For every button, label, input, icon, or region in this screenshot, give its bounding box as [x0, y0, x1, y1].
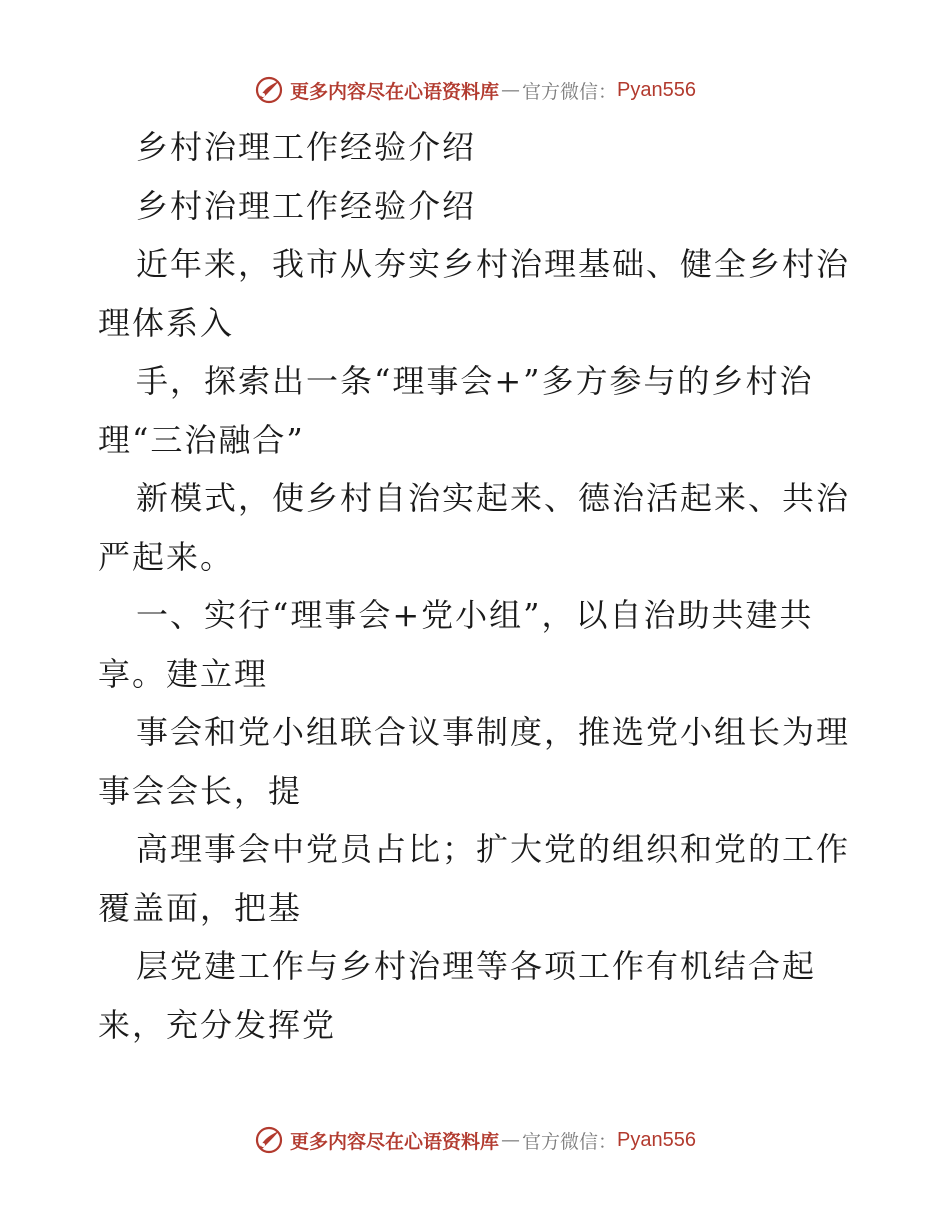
paragraph-line: 严起来。	[98, 537, 235, 576]
paragraph-line: 高理事会中党员占比；扩大党的组织和党的工作	[136, 830, 851, 868]
paragraph-line: 手，探索出一条“理事会+”多方参与的乡村治	[136, 362, 814, 400]
paragraph-line: 近年来，我市从夯实乡村治理基础、健全乡村治	[136, 245, 851, 283]
paragraph-line: 新模式，使乡村自治实起来、德治活起来、共治	[136, 479, 851, 517]
paragraph-line: 事会会长，提	[98, 771, 303, 810]
watermark-dash: —	[501, 1129, 521, 1151]
paragraph-line: 享。建立理	[98, 654, 269, 693]
document-body	[98, 118, 868, 1054]
watermark-official: 官方微信：	[522, 1130, 618, 1153]
header-watermark	[0, 70, 950, 110]
section-heading-line: 一、实行“理事会+党小组”，以自治助共建共	[136, 596, 814, 634]
watermark-text: 更多内容尽在心语资料库	[290, 1130, 500, 1153]
watermark-text: 更多内容尽在心语资料库	[290, 80, 500, 103]
paragraph-line: 理体系入	[98, 303, 235, 342]
watermark-id: Pyan556	[617, 1128, 696, 1151]
paragraph-line: 来，充分发挥党	[98, 1005, 337, 1044]
paragraph-line: 层党建工作与乡村治理等各项工作有机结合起	[136, 947, 817, 985]
paragraph-line: 事会和党小组联合议事制度，推选党小组长为理	[136, 713, 851, 751]
pen-logo-icon	[254, 1125, 284, 1155]
footer-watermark	[0, 1120, 950, 1160]
paragraph-line: 覆盖面，把基	[98, 888, 303, 927]
doc-title: 乡村治理工作经验介绍	[136, 128, 477, 166]
watermark-id: Pyan556	[617, 78, 696, 101]
watermark-dash: —	[501, 79, 521, 101]
paragraph-line: 理“三治融合”	[98, 420, 305, 459]
doc-title-repeat: 乡村治理工作经验介绍	[136, 186, 477, 225]
pen-logo-icon	[254, 75, 284, 105]
watermark-official: 官方微信：	[522, 80, 618, 103]
